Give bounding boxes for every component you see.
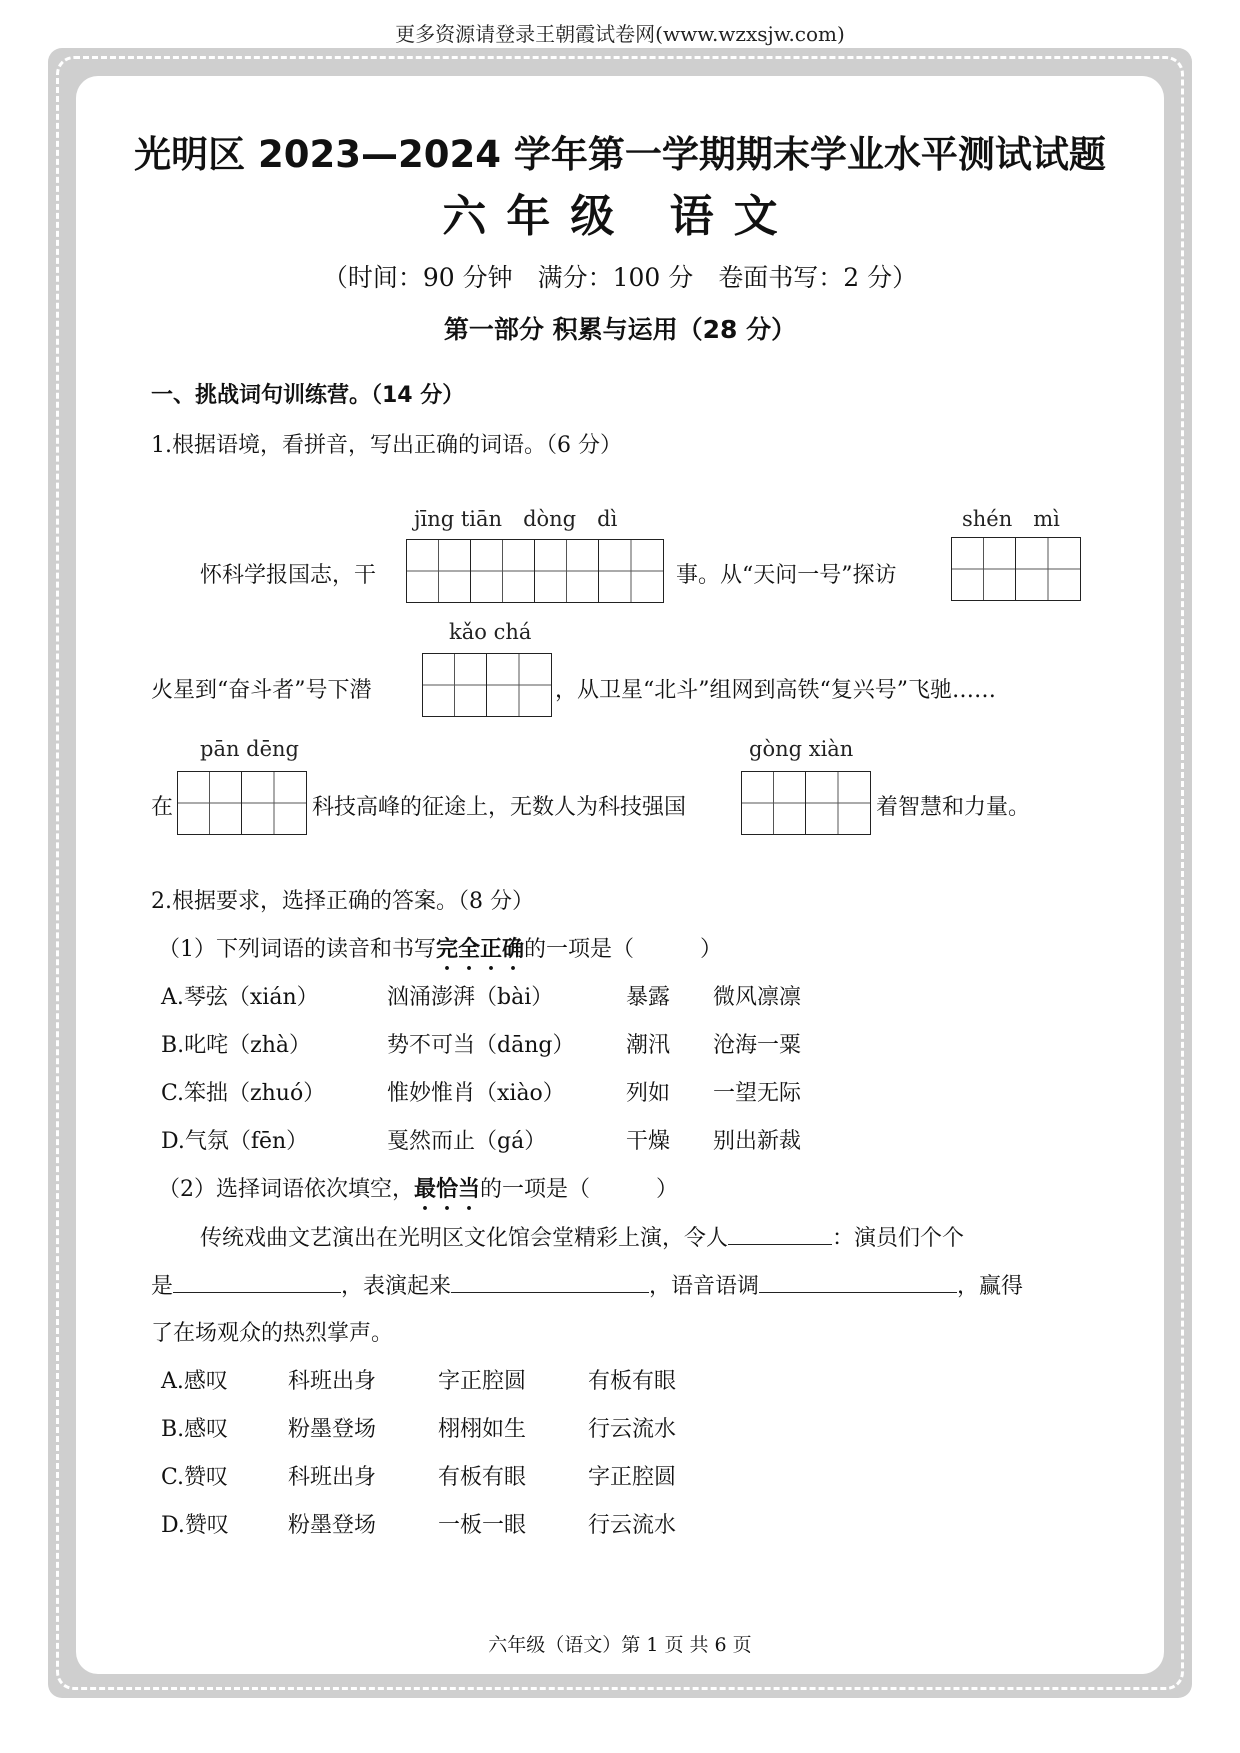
fill-blank-3[interactable] [451,1268,649,1293]
q1-text-5: 在 [151,795,174,820]
question-2-prompt: 2.根据要求，选择正确的答案。（8 分） [151,889,534,914]
pinyin-3: kǎo chá [449,620,532,644]
option2-c-1[interactable]: C.赞叹 [161,1465,229,1490]
option-c-1[interactable]: C.笨拙（zhuó） [161,1081,326,1106]
exam-title: 光明区 2023—2024 学年第一学期期末学业水平测试试题 [134,133,1106,176]
option2-d-3: 一板一眼 [438,1513,527,1538]
option2-c-2: 科班出身 [288,1465,377,1490]
option-a-4: 微风凛凛 [713,985,802,1010]
option2-d-2: 粉墨登场 [288,1513,377,1538]
q1-text-2: 事。从“天问一号”探访 [676,563,897,588]
exam-info: （时间：90 分钟 满分：100 分 卷面书写：2 分） [322,263,918,292]
top-banner: 更多资源请登录王朝霞试卷网(www.wzxsjw.com) [395,22,845,46]
option2-d-1[interactable]: D.赞叹 [161,1513,229,1538]
grid-cell[interactable] [742,772,806,834]
grid-cell[interactable] [242,772,306,834]
option-a-1[interactable]: A.琴弦（xián） [161,985,319,1010]
grid-cell[interactable] [1016,538,1080,600]
question-2-2-prompt: （2）选择词语依次填空，最恰当的一项是（ ） [158,1176,679,1202]
option2-a-1[interactable]: A.感叹 [161,1369,228,1394]
emphasis-text: 完全正确 [436,936,525,962]
fill-blank-4[interactable] [759,1268,957,1293]
option-a-2: 汹涌澎湃（bài） [387,985,554,1010]
option2-c-4: 字正腔圆 [588,1465,677,1490]
q1-text-1: 怀科学报国志，干 [200,563,377,588]
passage-line-1: 传统戏曲文艺演出在光明区文化馆会堂精彩上演，令人 ：演员们个个 [200,1220,964,1252]
exam-subject: 六年级 语文 [442,191,798,242]
option-b-1[interactable]: B.叱咤（zhà） [161,1033,312,1058]
grid-cell[interactable] [806,772,870,834]
option-b-4: 沧海一粟 [713,1033,802,1058]
grid-cell[interactable] [423,654,487,716]
grid-cell[interactable] [407,540,471,602]
option2-c-3: 有板有眼 [438,1465,527,1490]
grid-cell[interactable] [599,540,663,602]
option2-d-4: 行云流水 [588,1513,677,1538]
passage-line-3: 了在场观众的热烈掌声。 [151,1321,394,1346]
option2-a-2: 科班出身 [288,1369,377,1394]
answer-grid-1[interactable] [406,539,664,603]
passage-line-2: 是 ，表演起来 ，语音语调 ，赢得 [151,1268,1023,1300]
option2-b-4: 行云流水 [588,1417,677,1442]
page-footer: 六年级（语文）第 1 页 共 6 页 [488,1634,752,1656]
grid-cell[interactable] [535,540,599,602]
section-title: 一、挑战词句训练营。（14 分） [151,383,465,408]
pinyin-2: shén mì [962,507,1060,531]
grid-cell[interactable] [178,772,242,834]
option-d-4: 别出新裁 [713,1129,802,1154]
question-1-prompt: 1.根据语境，看拼音，写出正确的词语。（6 分） [151,433,622,458]
pinyin-4: pān dēng [200,737,300,761]
option-a-3: 暴露 [626,985,671,1010]
pinyin-1: jīng tiān dòng dì [414,507,618,531]
part-heading: 第一部分 积累与运用（28 分） [443,315,797,344]
option-d-2: 戛然而止（gá） [387,1129,547,1154]
q1-text-6: 科技高峰的征途上，无数人为科技强国 [312,795,687,820]
q1-text-3: 火星到“奋斗者”号下潜 [151,678,372,703]
fill-blank-2[interactable] [173,1268,341,1293]
answer-grid-5[interactable] [741,771,871,835]
pinyin-5: gòng xiàn [749,737,854,761]
q1-text-7: 着智慧和力量。 [876,795,1031,820]
grid-cell[interactable] [471,540,535,602]
option2-a-3: 字正腔圆 [438,1369,527,1394]
option-c-4: 一望无际 [713,1081,802,1106]
option2-b-2: 粉墨登场 [288,1417,377,1442]
option-d-3: 干燥 [626,1129,671,1154]
grid-cell[interactable] [487,654,551,716]
option2-b-3: 栩栩如生 [438,1417,527,1442]
option-b-3: 潮汛 [626,1033,671,1058]
fill-blank-1[interactable] [728,1220,832,1245]
option2-b-1[interactable]: B.感叹 [161,1417,229,1442]
question-2-1-prompt: （1）下列词语的读音和书写完全正确的一项是（ ） [158,936,723,962]
option-c-2: 惟妙惟肖（xiào） [387,1081,565,1106]
option-d-1[interactable]: D.气氛（fēn） [161,1129,309,1154]
answer-grid-3[interactable] [422,653,552,717]
option-b-2: 势不可当（dāng） [387,1033,575,1058]
answer-grid-4[interactable] [177,771,307,835]
option2-a-4: 有板有眼 [588,1369,677,1394]
q1-text-4: ，从卫星“北斗”组网到高铁“复兴号”飞驰…… [555,678,996,703]
grid-cell[interactable] [952,538,1016,600]
option-c-3: 列如 [626,1081,671,1106]
emphasis-text: 最恰当 [414,1176,481,1202]
answer-grid-2[interactable] [951,537,1081,601]
